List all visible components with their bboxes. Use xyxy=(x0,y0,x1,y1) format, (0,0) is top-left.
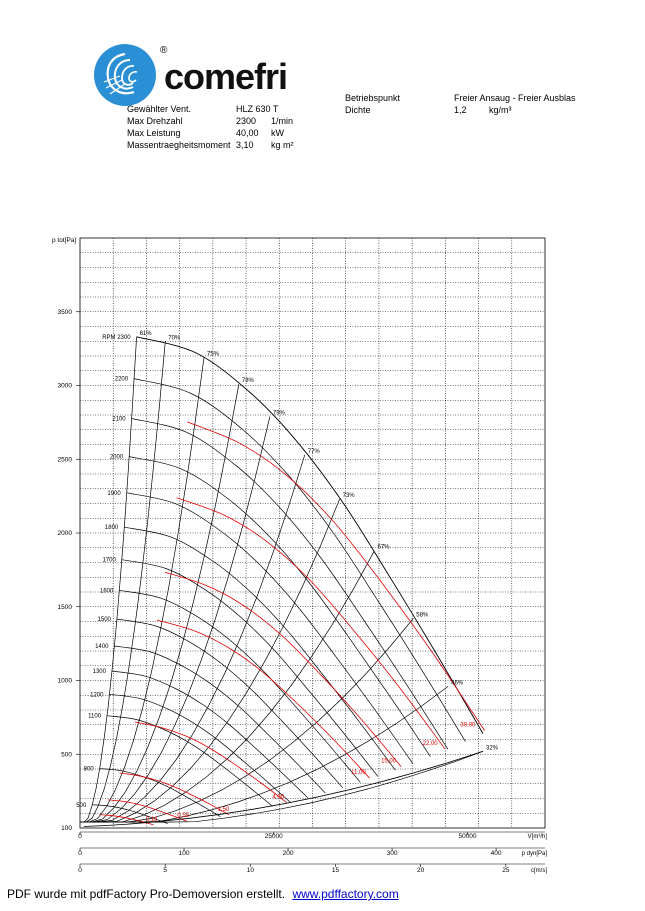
x-tick-label: 0 xyxy=(78,867,82,874)
speed-curve-label: 2100 xyxy=(112,416,126,423)
efficiency-line xyxy=(80,619,413,823)
spec-unit: 1/min xyxy=(271,116,294,126)
speed-curve xyxy=(119,590,360,782)
labels xyxy=(76,331,498,823)
speed-curve xyxy=(117,619,343,788)
operating-point-value: Freier Ansaug - Freier Ausblas xyxy=(454,93,576,103)
efficiency-label: 32% xyxy=(486,745,499,752)
spec-label: Max Leistung xyxy=(127,128,181,138)
speed-curve-label: 1600 xyxy=(99,588,114,595)
spec-label: Max Drehzahl xyxy=(127,116,183,126)
power-line-label: 4,00 xyxy=(272,794,285,801)
speed-curve-label: 1400 xyxy=(95,644,109,651)
efficiency-line xyxy=(80,334,137,822)
efficiency-line xyxy=(80,751,483,822)
speed-curve-label: 1800 xyxy=(104,525,119,532)
speed-curve-label: 2200 xyxy=(114,376,129,383)
speed-curve xyxy=(114,646,325,793)
x-axis-label: p dyn[Pa] xyxy=(521,851,547,857)
efficiency-label: 77% xyxy=(307,448,320,455)
speed-curve-label: 1300 xyxy=(92,669,106,676)
efficiency-line xyxy=(80,341,165,822)
efficiency-label: 75% xyxy=(207,351,220,358)
x-axis-label: V[m³/h] xyxy=(527,834,547,840)
power-line-label: 11,00 xyxy=(351,770,366,777)
efficiency-label: 61% xyxy=(139,330,152,337)
efficiency-line xyxy=(80,551,375,822)
spec-value: HLZ 630 T xyxy=(236,104,279,114)
operating-point-label: Betriebspunkt xyxy=(345,93,401,103)
speed-curve xyxy=(110,694,291,802)
footer-note xyxy=(7,887,399,901)
efficiency-label: 58% xyxy=(416,612,429,619)
speed-curve xyxy=(134,379,465,742)
power-line-label: 15,00 xyxy=(381,758,397,765)
y-axis-label: p tot[Pa] xyxy=(52,237,77,244)
speed-curve-label: 800 xyxy=(83,766,94,773)
brand-name: comefri xyxy=(164,56,288,97)
spec-unit: kW xyxy=(271,128,284,138)
x-tick-label: 400 xyxy=(490,850,502,857)
density-value: 1,2 xyxy=(454,105,467,115)
y-tick-label: 1000 xyxy=(57,677,72,685)
x-tick-label: 50000 xyxy=(458,833,477,840)
density-label: Dichte xyxy=(345,105,371,115)
speed-curve-label: 1700 xyxy=(102,557,116,564)
efficiency-label: 67% xyxy=(377,544,390,551)
speed-curve xyxy=(124,527,395,770)
x-tick-label: 15 xyxy=(331,867,340,874)
speed-curve-label: RPM 2300 xyxy=(102,334,131,341)
y-tick-label: 3500 xyxy=(57,308,72,316)
efficiency-label: 70% xyxy=(168,335,181,342)
speed-curve-label: 1500 xyxy=(97,617,111,624)
axes xyxy=(52,237,547,874)
spec-value: 2300 xyxy=(236,116,257,126)
power-line-label: 0,55 xyxy=(177,813,190,820)
x-tick-label: 300 xyxy=(386,850,398,857)
x-tick-label: 0 xyxy=(78,850,82,857)
speed-curve xyxy=(127,493,413,764)
y-tick-label: 2500 xyxy=(57,456,72,464)
efficiency-label: 79% xyxy=(272,410,285,417)
x-tick-label: 20 xyxy=(417,867,425,874)
registered-mark: ® xyxy=(160,45,168,56)
x-tick-label: 100 xyxy=(178,850,190,857)
efficiency-label: 46% xyxy=(451,680,464,687)
y-tick-label: 1500 xyxy=(57,603,72,611)
spec-unit: kg m² xyxy=(271,140,294,150)
footer-text: PDF wurde mit pdfFactory Pro-Demoversion erstellt. xyxy=(7,887,286,901)
speed-curve-label: 1900 xyxy=(107,490,121,497)
power-line xyxy=(187,422,484,731)
spec-value: 3,10 xyxy=(236,140,254,150)
density-unit: kg/m³ xyxy=(489,105,512,115)
power-line-label: 22,00 xyxy=(422,740,438,747)
grid xyxy=(80,238,545,828)
y-tick-label: 500 xyxy=(61,751,72,759)
efficiency-line xyxy=(80,358,204,823)
x-tick-label: 25000 xyxy=(264,833,283,840)
speed-curve-label: 500 xyxy=(76,802,87,809)
speed-curve-label: 2000 xyxy=(109,454,124,461)
power-line xyxy=(165,572,401,766)
efficiency-label: 73% xyxy=(342,493,355,500)
x-tick-label: 0 xyxy=(78,833,82,840)
y-origin-label: 100 xyxy=(61,825,72,832)
power-line-label: 30,00 xyxy=(460,722,476,729)
y-tick-label: 2000 xyxy=(57,530,72,537)
speed-curve-label: 1100 xyxy=(88,713,102,720)
efficiency-line xyxy=(80,455,305,822)
speed-curve xyxy=(137,337,483,734)
y-tick-label: 3000 xyxy=(57,382,72,390)
x-axis-label: c[m/s] xyxy=(531,868,547,874)
speed-curve-label: 1200 xyxy=(90,692,104,699)
x-tick-label: 10 xyxy=(246,867,254,874)
spec-label: Gewählter Vent. xyxy=(127,104,192,114)
efficiency-label: 78% xyxy=(241,378,254,385)
speed-curve xyxy=(107,716,273,807)
footer-link[interactable]: www.pdffactory.com xyxy=(292,887,399,901)
spec-value: 40,00 xyxy=(236,128,259,138)
x-tick-label: 5 xyxy=(163,867,167,874)
power-line-label: 0,18 xyxy=(145,816,158,823)
spec-label: Massentraegheitsmoment xyxy=(127,140,231,150)
x-tick-label: 200 xyxy=(282,850,294,857)
power-line-label: 1,50 xyxy=(217,806,230,813)
power-line xyxy=(135,722,287,803)
x-tick-label: 25 xyxy=(502,867,510,874)
